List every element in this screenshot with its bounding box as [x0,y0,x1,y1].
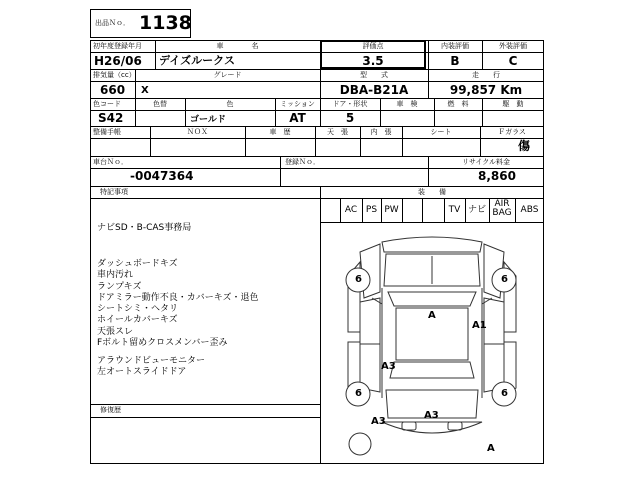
lot-number: 1138 [139,12,192,34]
sunroof-label: 天 張 [327,128,348,136]
equip-tv: TV [448,205,461,215]
car-damage-diagram [320,222,544,464]
chassis-value: -0047364 [130,169,194,183]
mark-tire-rear-right: 6 [501,388,508,399]
manual-label: 整備手帳 [93,128,121,136]
fuel-label: 燃 料 [447,100,469,108]
recycle-value: 8,860 [478,169,516,183]
list-item: 左オートスライドドア [97,367,187,378]
notes-list [97,259,259,349]
model-value: DBA-B21A [339,83,409,97]
equipment-label: 装 備 [418,188,446,196]
interior-score-label: 内装評価 [441,42,469,50]
lot-number-label: 出品Ｎｏ． [95,19,130,27]
mark-rear-panel: A3 [424,410,439,421]
model-label: 型 式 [360,71,388,79]
notes-label: 特記事項 [100,188,128,196]
right-doors [484,298,504,392]
year-label: 初年度登録年月 [93,42,142,50]
mark-tire-front-right: 6 [501,274,508,285]
equip-abs: ABS [520,205,539,215]
color-code-label: 色コード [93,100,121,108]
grade-value: X [141,85,149,96]
nox-label: ＮＯＸ [187,128,208,136]
front-glass-label: Ｆガラス [498,128,526,136]
score-value: 3.5 [362,54,384,68]
mark-rear-bumper-right: A [487,443,495,454]
equip-ac: AC [344,205,358,215]
list-item: ダッシュボードキズ [97,259,178,269]
list-item: ホイールカバーキズ [97,315,178,326]
list-item: 天張スレ [97,326,134,337]
mark-rear-bumper-left: A3 [371,416,386,427]
displacement-label: 排気量（cc） [93,71,136,79]
equip-navi: ナビ [467,205,486,215]
mileage-label: 走 行 [472,71,500,79]
front-glass-value: 傷 [518,139,531,153]
equip-pw: PW [384,205,399,215]
score-label: 評価点 [362,42,384,50]
color-code-value: S42 [98,111,124,125]
doors-value: 5 [345,111,355,125]
windshield [388,292,476,306]
history-label: 車 歴 [269,128,291,136]
mission-label: ミッション [280,100,315,108]
mark-tire-rear-left: 6 [355,388,362,399]
list-item: 車内汚れ [97,270,134,281]
color-change-label: 色替 [153,100,167,108]
rear-window [390,362,474,378]
mark-right-door: A1 [472,320,487,331]
spare-tire [349,433,371,455]
seat-label: シート [430,128,452,136]
list-item: アラウンドビューモニター [97,356,206,366]
color-label: 色 [226,100,234,108]
registration-label: 登録Ｎｏ． [285,158,320,166]
mileage-value: 99,857 Km [449,83,523,97]
repair-history-label: 修復歴 [100,406,121,414]
mark-tire-front-left: 6 [355,274,362,285]
rear-bumper [382,422,482,433]
list-item: ドアミラー動作不良・カバーキズ・退色 [97,292,259,303]
left-doors [360,298,380,392]
equip-ps: PS [365,205,378,215]
mark-left-rear: A3 [381,361,396,372]
notes-extra [97,356,205,379]
mark-roof: A [428,310,436,321]
lot-number-box [90,9,191,38]
chassis-label: 車台Ｎｏ． [93,158,128,166]
list-item: シートシミ・ヘタリ [97,304,179,315]
grade-label: グレード [213,71,242,79]
color-value: ゴールド [190,115,226,125]
list-item: Fボルト留めクロスメンバー歪み [97,338,228,349]
list-item: ランプキズ [97,281,142,292]
doors-label: ドア・形状 [332,100,368,108]
equip-airbag: AIR BAG [492,199,512,218]
interior-score-value: B [450,54,460,68]
recycle-label: リサイクル料金 [461,158,511,166]
front-bumper [382,237,482,252]
notes-line1: ナビSD・B-CAS事務局 [97,223,192,233]
mission-value: AT [289,111,306,125]
year-value: H26/06 [94,54,142,68]
car-name-value: デイズルークス [159,54,236,67]
exterior-score-label: 外装評価 [499,42,527,50]
drive-label: 駆 動 [502,100,524,108]
interior-lining-label: 内 張 [370,128,392,136]
inspection-label: 車 検 [396,100,418,108]
car-name-label: 車 名 [216,42,259,50]
exterior-score-value: C [508,54,518,68]
displacement-value: 660 [100,83,126,97]
